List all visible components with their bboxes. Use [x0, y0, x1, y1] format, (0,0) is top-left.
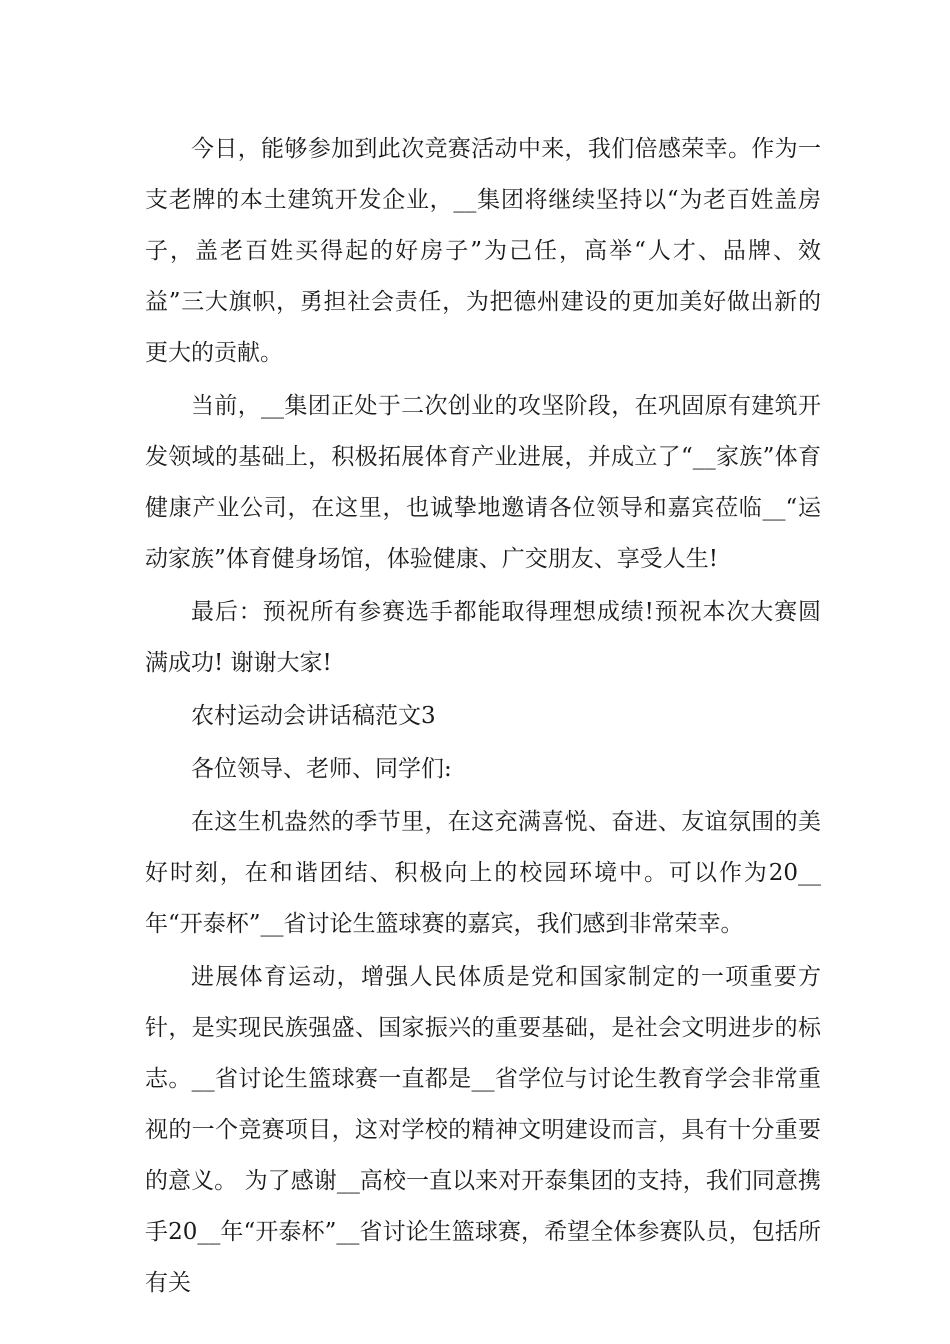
paragraph-honor: 今日，能够参加到此次竞赛活动中来，我们倍感荣幸。作为一支老牌的本土建筑开发企业，__集团将继续坚持以“为老百姓盖房子，盖老百姓买得起的好房子”为己任，高举“人才、品牌、效益”三大旗帜，勇担社会责任，为把德州建设的更加美好做出新的更大的贡献。	[145, 136, 821, 366]
paragraph-season: 在这生机盎然的季节里，在这充满喜悦、奋进、友谊氛围的美好时刻，在和谐团结、积极向上的校园环境中。可以作为20__年“开泰杯”__省讨论生篮球赛的嘉宾，我们感到非常荣幸。	[145, 809, 821, 937]
paragraph-closing-wishes: 最后：预祝所有参赛选手都能取得理想成绩!预祝本次大赛圆满成功! 谢谢大家!	[145, 599, 821, 676]
paragraph-sports-policy: 进展体育运动，增强人民体质是党和国家制定的一项重要方针，是实现民族强盛、国家振兴的重要基础，是社会文明进步的标志。__省讨论生篮球赛一直都是__省学位与讨论生教育学会非常重视的一个竞赛项目，这对学校的精神文明建设而言，具有十分重要的意义。 为了感谢__高校一直以来对开泰集团的支持，我们同意携手20__年“开泰杯”__省讨论生篮球赛，希望全体参赛队员，包括所有关	[145, 964, 821, 1296]
section-title: 农村运动会讲话稿范文3	[191, 703, 436, 729]
paragraph-sports-industry: 当前，__集团正处于二次创业的攻坚阶段，在巩固原有建筑开发领域的基础上，积极拓展体育产业进展，并成立了“__家族”体育健康产业公司，在这里，也诚挚地邀请各位领导和嘉宾莅临__“运动家族”体育健身场馆，体验健康、广交朋友、享受人生!	[145, 393, 821, 572]
salutation: 各位领导、老师、同学们:	[191, 756, 452, 782]
document-body	[145, 124, 821, 1311]
